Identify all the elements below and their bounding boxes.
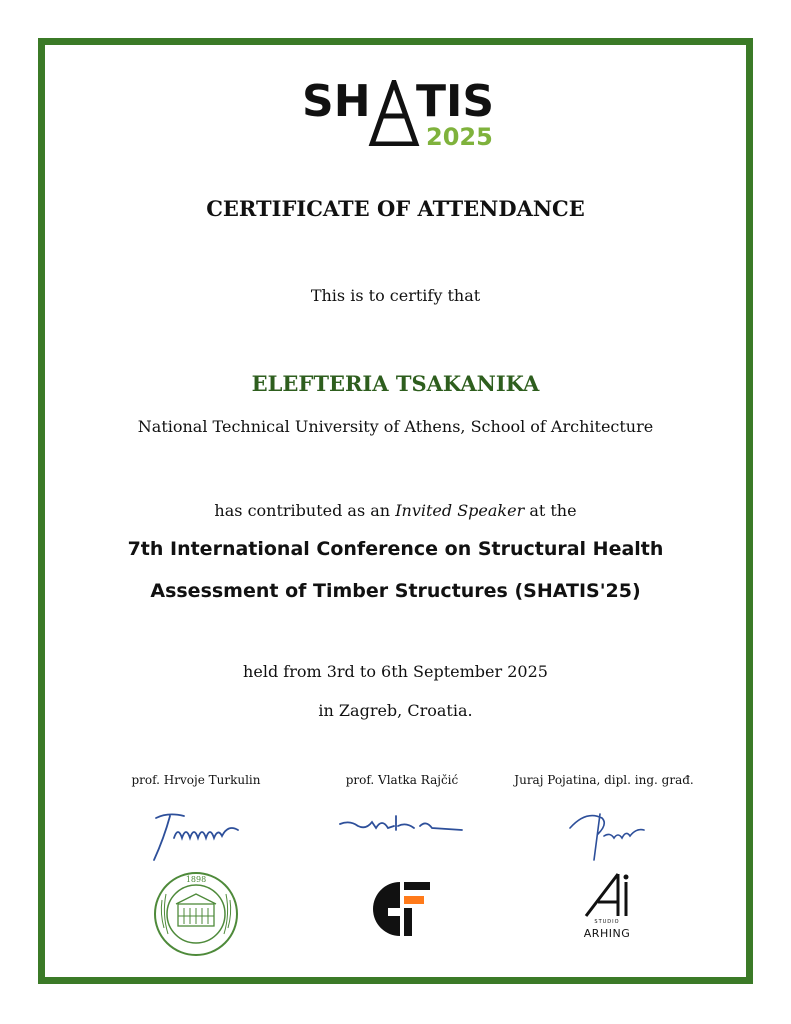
arhing-triangle-icon — [582, 872, 632, 918]
contribution-prefix: has contributed as an — [214, 501, 396, 520]
signature-pojatina — [564, 804, 648, 862]
contribution-suffix: at the — [524, 501, 577, 520]
certificate-title: CERTIFICATE OF ATTENDANCE — [206, 196, 585, 221]
conference-title-line2: Assessment of Timber Structures (SHATIS'25) — [150, 580, 641, 602]
seal-year: 1898 — [185, 875, 207, 884]
conference-title-line1: 7th International Conference on Structural Health — [127, 538, 664, 560]
signatory-name: Juraj Pojatina, dipl. ing. građ. — [514, 773, 694, 787]
arhing-logo — [574, 872, 640, 944]
forestry-faculty-seal-icon — [152, 870, 240, 958]
recipient-name: ELEFTERIA TSAKANIKA — [251, 371, 540, 396]
logo-text-right: TIS — [416, 76, 495, 127]
signatory-name: prof. Hrvoje Turkulin — [131, 773, 261, 787]
logo-text-left: SH — [302, 76, 371, 127]
logo-year: 2025 — [426, 123, 493, 151]
logo-triangle-icon — [368, 80, 420, 146]
signature-turkulin — [148, 808, 244, 864]
contribution-line — [0, 501, 791, 520]
signature-rajcic — [336, 812, 466, 842]
arhing-name: ARHING — [583, 927, 631, 940]
arhing-studio-label: STUDIO — [594, 919, 620, 925]
shatis-logo — [300, 78, 500, 156]
certify-line: This is to certify that — [310, 286, 481, 305]
recipient-affiliation: National Technical University of Athens, School of Architecture — [137, 417, 654, 436]
contribution-role: Invited Speaker — [395, 501, 525, 520]
signatory-name: prof. Vlatka Rajčić — [345, 773, 459, 787]
gf-logo-icon — [372, 878, 434, 940]
dates-line: held from 3rd to 6th September 2025 — [243, 662, 548, 681]
location-line: in Zagreb, Croatia. — [318, 701, 473, 720]
